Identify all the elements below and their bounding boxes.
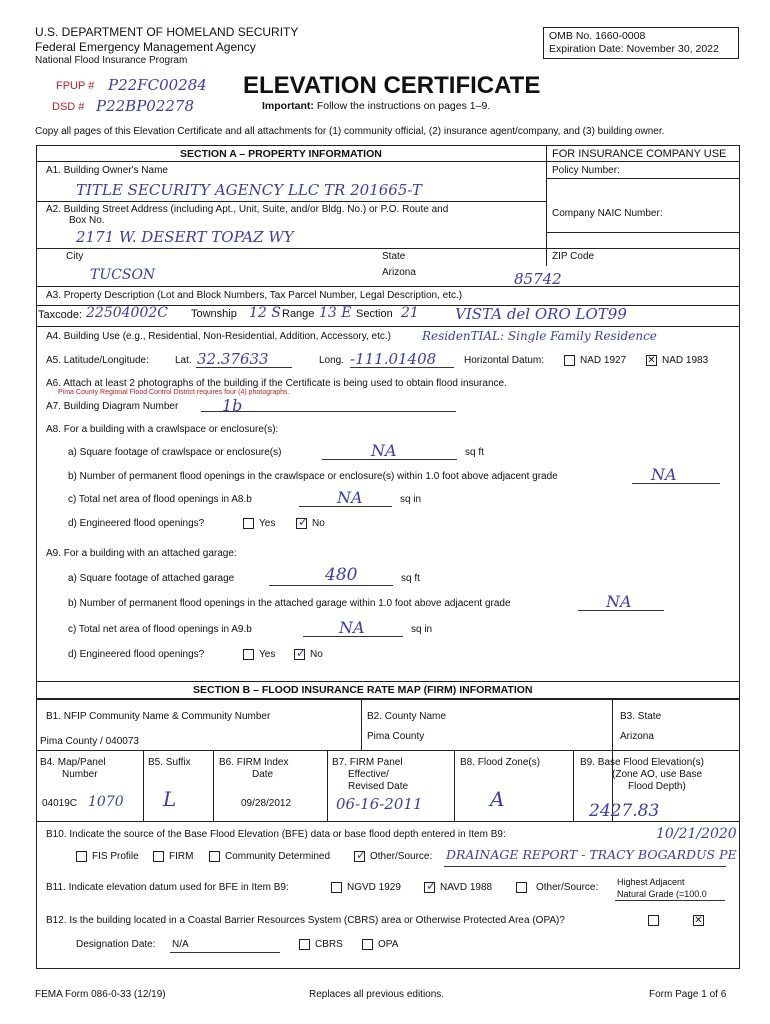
nad1983-checkbox[interactable] — [646, 355, 657, 366]
b4-label: B4. Map/Panel — [40, 757, 106, 768]
expiration-date: Expiration Date: November 30, 2022 — [549, 43, 719, 55]
policy-number-label: Policy Number: — [552, 165, 620, 176]
b10-date[interactable]: 10/21/2020 — [656, 826, 737, 842]
a2-label: A2. Building Street Address (including Apt., Unit, Suite, and/or Bldg. No.) or P.O. Route and — [46, 204, 449, 215]
state-value: Arizona — [382, 267, 416, 278]
dsd-label: DSD # — [52, 101, 85, 113]
community-determined-label: Community Determined — [225, 851, 331, 862]
a1-owner-name[interactable]: TITLE SECURITY AGENCY LLC TR 201665-T — [76, 181, 422, 199]
a9d-yes-checkbox[interactable] — [243, 649, 254, 660]
a8c-value[interactable]: NA — [337, 488, 363, 507]
nad1927-checkbox[interactable] — [564, 355, 575, 366]
b5-suffix-value[interactable]: L — [163, 787, 177, 811]
other-source-checkbox[interactable] — [354, 851, 365, 862]
a9a-value[interactable]: 480 — [325, 565, 358, 585]
a9c-value[interactable]: NA — [339, 618, 365, 637]
a9d-no-checkbox[interactable] — [294, 649, 305, 660]
range-label: Range — [282, 308, 315, 320]
a8b-label: b) Number of permanent flood openings in the crawlspace or enclosure(s) within 1.0 foot above adjacent grade — [68, 471, 558, 482]
a8a-value[interactable]: NA — [371, 441, 397, 460]
agency-name: U.S. DEPARTMENT OF HOMELAND SECURITY — [35, 25, 299, 39]
a9a-label: a) Square footage of attached garage — [68, 573, 235, 584]
dsd-value: P22BP02278 — [96, 97, 195, 115]
zip-label: ZIP Code — [552, 251, 595, 262]
insurance-use-header: FOR INSURANCE COMPANY USE — [552, 148, 727, 160]
a6-label: A6. Attach at least 2 photographs of the building if the Certificate is being used to obtain flood insurance. — [46, 378, 507, 389]
b3-value: Arizona — [620, 731, 654, 742]
longitude-value[interactable]: -111.01408 — [350, 350, 437, 368]
b6-label: B6. FIRM Index — [219, 757, 289, 768]
important-text: Follow the instructions on pages 1–9. — [316, 100, 491, 112]
a2-street-address[interactable]: 2171 W. DESERT TOPAZ WY — [76, 228, 294, 246]
long-label: Long. — [319, 355, 345, 366]
a9b-label: b) Number of permanent flood openings in the attached garage within 1.0 foot above adjacent grade — [68, 598, 511, 609]
section-b-title: SECTION B – FLOOD INSURANCE RATE MAP (FIRM) INFORMATION — [193, 684, 533, 696]
a5-label: A5. Latitude/Longitude: — [46, 355, 149, 366]
fpup-value: P22FC00284 — [108, 76, 207, 94]
b11-other-value-cont: Natural Grade (=100.0 — [617, 889, 707, 899]
a8b-value[interactable]: NA — [651, 465, 677, 484]
b11-label: B11. Indicate elevation datum used for BFE in Item B9: — [46, 882, 289, 893]
a8-label: A8. For a building with a crawlspace or enclosure(s): — [46, 424, 279, 435]
a7-diagram-number[interactable]: 1b — [222, 396, 243, 415]
b3-label: B3. State — [620, 711, 662, 722]
taxcode-value[interactable]: 22504002C — [86, 305, 168, 321]
designation-date-value: N/A — [172, 939, 189, 950]
b9-label-cont1: (Zone AO, use Base — [612, 769, 703, 780]
a9-label: A9. For a building with an attached garage: — [46, 548, 237, 559]
b6-label-cont: Date — [252, 769, 274, 780]
b9-label-cont2: Flood Depth) — [628, 781, 686, 792]
b4-value-typed: 04019C — [42, 798, 78, 809]
nad1983-label: NAD 1983 — [662, 355, 709, 366]
b1-value: Pima County / 040073 — [40, 736, 139, 747]
a9d-no-label: No — [310, 649, 323, 660]
b2-label: B2. County Name — [367, 711, 446, 722]
a8c-label: c) Total net area of flood openings in A8.b — [68, 494, 252, 505]
other-source-label: Other/Source: — [370, 851, 433, 862]
a9c-unit: sq in — [411, 624, 433, 635]
a8c-unit: sq in — [400, 494, 422, 505]
ngvd1929-label: NGVD 1929 — [347, 882, 401, 893]
range-value[interactable]: 13 E — [319, 305, 352, 321]
b6-value: 09/28/2012 — [241, 798, 292, 809]
zip-value[interactable]: 85742 — [514, 270, 562, 288]
city-label: City — [66, 251, 84, 262]
section-a-title: SECTION A – PROPERTY INFORMATION — [180, 148, 382, 160]
taxcode-label: Taxcode: — [38, 309, 83, 321]
program-name: National Flood Insurance Program — [35, 55, 188, 66]
a2-label-cont: Box No. — [69, 215, 105, 226]
b1-label: B1. NFIP Community Name & Community Number — [46, 711, 271, 722]
community-determined-checkbox[interactable] — [209, 851, 220, 862]
firm-checkbox[interactable] — [153, 851, 164, 862]
navd1988-label: NAVD 1988 — [440, 882, 493, 893]
b10-label: B10. Indicate the source of the Base Flood Elevation (BFE) data or base flood depth entered in Item B9: — [46, 829, 506, 840]
replaces-note: Replaces all previous editions. — [309, 989, 445, 1000]
important-label: Important: — [262, 100, 314, 112]
b12-yes-checkbox[interactable] — [648, 915, 659, 926]
b4-label-cont: Number — [62, 769, 98, 780]
b5-label: B5. Suffix — [148, 757, 191, 768]
township-label: Township — [191, 308, 237, 320]
a9b-value[interactable]: NA — [606, 592, 632, 611]
b8-label: B8. Flood Zone(s) — [460, 757, 541, 768]
firm-label: FIRM — [169, 851, 194, 862]
b7-label-cont1: Effective/ — [348, 769, 389, 780]
b11-other-value: Highest Adjacent — [617, 877, 685, 887]
b8-flood-zone-value[interactable]: A — [490, 787, 505, 811]
a4-building-use[interactable]: ResidenTIAL: Single Family Residence — [422, 329, 657, 343]
a8a-unit: sq ft — [465, 447, 484, 458]
b7-value[interactable]: 06-16-2011 — [336, 795, 423, 813]
a9d-yes-label: Yes — [259, 649, 276, 660]
latitude-value[interactable]: 32.37633 — [197, 350, 269, 368]
a3-label: A3. Property Description (Lot and Block Numbers, Tax Parcel Number, Legal Description, etc.) — [46, 290, 463, 301]
b11-other-label: Other/Source: — [536, 882, 599, 893]
designation-date-label: Designation Date: — [76, 939, 156, 950]
navd1988-checkbox[interactable] — [424, 882, 435, 893]
b9-bfe-value[interactable]: 2427.83 — [589, 801, 660, 821]
cbrs-checkbox[interactable] — [299, 939, 310, 950]
omb-number: OMB No. 1660-0008 — [549, 30, 646, 42]
b12-label: B12. Is the building located in a Coastal Barrier Resources System (CBRS) area or Otherwise Protected Area (OPA)? — [46, 915, 565, 926]
agency-subname: Federal Emergency Management Agency — [35, 40, 256, 54]
b2-value: Pima County — [367, 731, 425, 742]
page-title: ELEVATION CERTIFICATE — [243, 72, 541, 99]
important-note — [262, 100, 490, 112]
state-label: State — [382, 251, 406, 262]
a8d-label: d) Engineered flood openings? — [68, 518, 205, 529]
a7-label: A7. Building Diagram Number — [46, 401, 179, 412]
legal-description[interactable]: VISTA del ORO LOT99 — [455, 305, 627, 323]
a4-label: A4. Building Use (e.g., Residential, Non-Residential, Addition, Accessory, etc.) — [46, 331, 391, 342]
a8d-yes-label: Yes — [259, 518, 276, 529]
a9a-unit: sq ft — [401, 573, 420, 584]
cbrs-label: CBRS — [315, 939, 343, 950]
township-value[interactable]: 12 S — [249, 305, 281, 321]
opa-checkbox[interactable] — [362, 939, 373, 950]
a8a-label: a) Square footage of crawlspace or enclosure(s) — [68, 447, 282, 458]
b4-value-handwritten[interactable]: 1070 — [88, 794, 124, 810]
a9d-label: d) Engineered flood openings? — [68, 649, 205, 660]
lat-label: Lat. — [175, 355, 192, 366]
form-number: FEMA Form 086-0-33 (12/19) — [35, 989, 166, 1000]
a9c-label: c) Total net area of flood openings in A9.b — [68, 624, 252, 635]
a8d-no-label: No — [312, 518, 325, 529]
b12-no-checkbox[interactable] — [693, 915, 704, 926]
nad1927-label: NAD 1927 — [580, 355, 627, 366]
section-value[interactable]: 21 — [401, 305, 419, 321]
page-number: Form Page 1 of 6 — [649, 989, 727, 1000]
horizontal-datum-label: Horizontal Datum: — [464, 355, 545, 366]
b7-label-cont2: Revised Date — [348, 781, 409, 792]
b9-label: B9. Base Flood Elevation(s) — [580, 757, 704, 768]
fpup-label: FPUP # — [56, 80, 95, 92]
a6-pima-note: Pima County Regional Flood Control District requires four (4) photographs. — [58, 389, 290, 396]
b7-label: B7. FIRM Panel — [332, 757, 403, 768]
b10-source-value[interactable]: DRAINAGE REPORT - TRACY BOGARDUS PE — [446, 847, 737, 862]
copy-instructions: Copy all pages of this Elevation Certificate and all attachments for (1) community official, (2) insurance agent/company, and (3) building owner. — [35, 126, 665, 137]
b11-other-checkbox[interactable] — [516, 882, 527, 893]
naic-number-label: Company NAIC Number: — [552, 208, 663, 219]
a8d-no-checkbox[interactable] — [296, 518, 307, 529]
a8d-yes-checkbox[interactable] — [243, 518, 254, 529]
a1-label: A1. Building Owner's Name — [46, 165, 168, 176]
ngvd1929-checkbox[interactable] — [331, 882, 342, 893]
city-value[interactable]: TUCSON — [90, 267, 156, 283]
fis-profile-label: FIS Profile — [92, 851, 139, 862]
opa-label: OPA — [378, 939, 399, 950]
section-label: Section — [356, 308, 393, 320]
fis-profile-checkbox[interactable] — [76, 851, 87, 862]
